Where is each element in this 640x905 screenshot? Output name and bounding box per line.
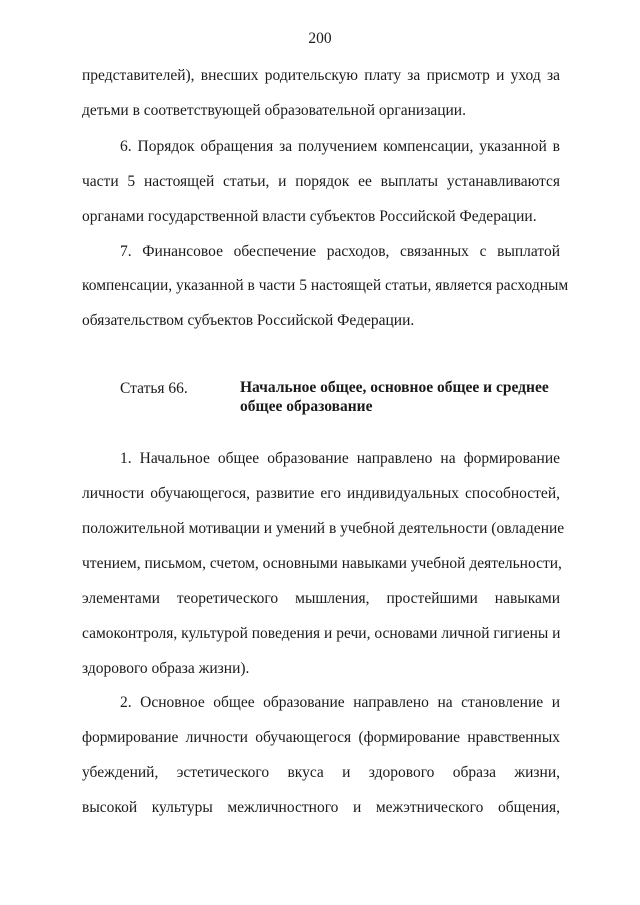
text-line: высокой культуры межличностного и межэтнического общения, [82,799,560,816]
article-title-line: Начальное общее, основное общее и среднее [240,379,549,396]
article-paragraph-2-line: 2. Основное общее образование направлено на становление и [120,694,560,711]
paragraph-6-line: 6. Порядок обращения за получением компенсации, указанной в [120,138,560,155]
text-line: формирование личности обучающегося (формирование нравственных [82,729,560,746]
page-number: 200 [308,30,332,47]
text-line: компенсации, указанной в части 5 настоящей статьи, является расходным [82,277,569,294]
text-line: убеждений, эстетического вкуса и здорового образа жизни, [82,764,560,781]
text-line: обязательством субъектов Российской Федерации. [82,312,415,329]
text-line: личности обучающегося, развитие его индивидуальных способностей, [82,485,560,502]
text-line: представителей), внесших родительскую плату за присмотр и уход за [82,67,560,84]
article-label: Статья 66. [120,380,188,397]
paragraph-7-line: 7. Финансовое обеспечение расходов, связанных с выплатой [120,243,560,260]
text-line: положительной мотивации и умений в учебной деятельности (овладение [82,520,565,537]
text-line: чтением, письмом, счетом, основными навыками учебной деятельности, [82,555,562,572]
text-line: органами государственной власти субъектов Российской Федерации. [82,208,537,225]
text-line: самоконтроля, культурой поведения и речи, основами личной гигиены и [82,625,561,642]
text-line: элементами теоретического мышления, простейшими навыками [82,590,560,607]
text-line: детьми в соответствующей образовательной организации. [82,102,466,119]
article-paragraph-1-line: 1. Начальное общее образование направлено на формирование [120,450,560,467]
article-title-line: общее образование [240,398,373,415]
text-line: части 5 настоящей статьи, и порядок ее выплаты устанавливаются [82,173,560,190]
text-line: здорового образа жизни). [82,660,250,677]
